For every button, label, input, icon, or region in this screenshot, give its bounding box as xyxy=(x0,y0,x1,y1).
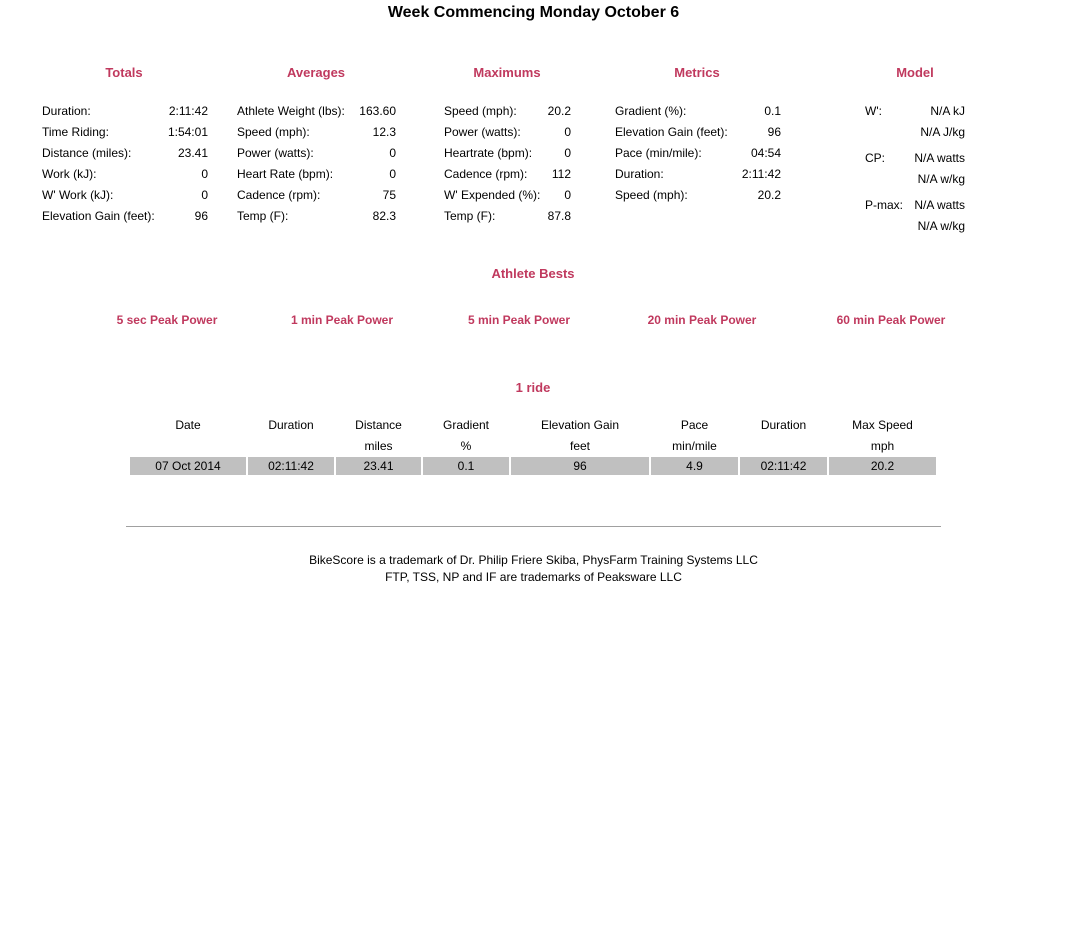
model-pmax-label: P-max: xyxy=(865,198,904,212)
column-header: Pace xyxy=(680,418,709,432)
stat-label: Distance (miles): xyxy=(42,146,132,160)
stat-label: W' Work (kJ): xyxy=(42,188,114,202)
stat-label: Pace (min/mile): xyxy=(615,146,702,160)
stat-value: 12.3 xyxy=(372,125,396,139)
metrics-row xyxy=(615,185,781,206)
maximums-row xyxy=(444,164,571,185)
stat-value: 2:11:42 xyxy=(168,104,208,118)
maximums-row xyxy=(444,101,571,122)
peak-power-1min: 1 min Peak Power xyxy=(290,313,394,327)
column-header: Gradient xyxy=(442,418,490,432)
peak-power-20min: 20 min Peak Power xyxy=(647,313,757,327)
table-header-row xyxy=(130,415,936,436)
column-header: Duration xyxy=(760,418,807,432)
column-unit: % xyxy=(460,439,472,453)
stat-label: Cadence (rpm): xyxy=(444,167,528,181)
totals-list xyxy=(42,101,208,227)
metrics-list xyxy=(615,101,781,206)
stat-label: Cadence (rpm): xyxy=(237,188,321,202)
stat-value: 0 xyxy=(201,188,208,202)
stat-label: Duration: xyxy=(42,104,91,118)
column-unit: miles xyxy=(364,439,393,453)
averages-row xyxy=(237,122,396,143)
averages-row xyxy=(237,164,396,185)
stat-label: Elevation Gain (feet): xyxy=(615,125,728,139)
stat-value: 0.1 xyxy=(764,104,781,118)
ride-date: 07 Oct 2014 xyxy=(130,457,246,475)
stat-label: Athlete Weight (lbs): xyxy=(237,104,345,118)
column-header: Duration xyxy=(268,418,314,432)
stat-value: 82.3 xyxy=(372,209,396,223)
averages-heading: Averages xyxy=(286,65,346,80)
averages-row xyxy=(237,101,396,122)
stat-value: 23.41 xyxy=(177,146,208,160)
stat-label: Heart Rate (bpm): xyxy=(237,167,334,181)
stat-value: 20.2 xyxy=(757,188,781,202)
totals-heading: Totals xyxy=(105,65,143,80)
stat-value: 20.2 xyxy=(547,104,571,118)
stat-label: Time Riding: xyxy=(42,125,109,139)
column-unit xyxy=(740,436,827,457)
column-header: Distance xyxy=(355,418,402,432)
totals-row xyxy=(42,143,208,164)
ride-pace: 4.9 xyxy=(651,457,738,475)
stat-label: Temp (F): xyxy=(444,209,496,223)
totals-row xyxy=(42,185,208,206)
column-unit: mph xyxy=(870,439,895,453)
table-units-row xyxy=(130,436,936,457)
peak-power-60min: 60 min Peak Power xyxy=(836,313,946,327)
stat-value: 87.8 xyxy=(547,209,571,223)
maximums-row xyxy=(444,185,571,206)
stat-value: 112 xyxy=(551,167,571,181)
stat-value: 96 xyxy=(194,209,208,223)
peak-power-5sec: 5 sec Peak Power xyxy=(116,313,218,327)
model-pmax-watts: N/A watts xyxy=(914,198,965,212)
averages-row xyxy=(237,143,396,164)
model-heading: Model xyxy=(896,65,934,80)
stat-value: 0 xyxy=(389,146,396,160)
footer-trademark-peaksware: FTP, TSS, NP and IF are trademarks of Peaksware LLC xyxy=(385,570,682,584)
ride-elevation-gain: 96 xyxy=(511,457,649,475)
metrics-row xyxy=(615,143,781,164)
stat-value: 0 xyxy=(201,167,208,181)
ride-duration: 02:11:42 xyxy=(248,457,334,475)
metrics-row xyxy=(615,122,781,143)
stat-value: 96 xyxy=(767,125,781,139)
model-cp-label: CP: xyxy=(865,151,886,165)
stat-value: 0 xyxy=(564,125,571,139)
ride-distance: 23.41 xyxy=(336,457,421,475)
totals-row xyxy=(42,122,208,143)
totals-row xyxy=(42,206,208,227)
totals-row xyxy=(42,164,208,185)
column-unit: min/mile xyxy=(672,439,717,453)
metrics-row xyxy=(615,101,781,122)
model-w-kj: N/A kJ xyxy=(930,104,965,118)
stat-label: Elevation Gain (feet): xyxy=(42,209,155,223)
ride-gradient: 0.1 xyxy=(423,457,509,475)
rides-heading: 1 ride xyxy=(515,380,551,395)
column-header: Elevation Gain xyxy=(540,418,620,432)
metrics-heading: Metrics xyxy=(674,65,720,80)
footer-trademark-bikescore: BikeScore is a trademark of Dr. Philip Friere Skiba, PhysFarm Training Systems LLC xyxy=(309,553,758,567)
totals-row xyxy=(42,101,208,122)
stat-label: Temp (F): xyxy=(237,209,289,223)
column-unit: feet xyxy=(569,439,590,453)
model-cp-watts: N/A watts xyxy=(914,151,965,165)
column-unit xyxy=(248,436,334,457)
maximums-row xyxy=(444,143,571,164)
ride-duration-2: 02:11:42 xyxy=(740,457,827,475)
stat-label: Power (watts): xyxy=(237,146,314,160)
stat-label: Speed (mph): xyxy=(237,125,310,139)
stat-value: 04:54 xyxy=(750,146,781,160)
column-unit xyxy=(130,436,246,457)
ride-max-speed: 20.2 xyxy=(829,457,936,475)
model-cp-wkg: N/A w/kg xyxy=(917,172,965,186)
column-header: Date xyxy=(175,418,201,432)
stat-label: Work (kJ): xyxy=(42,167,97,181)
stat-value: 0 xyxy=(564,188,571,202)
model-pmax-wkg: N/A w/kg xyxy=(917,219,965,233)
averages-row xyxy=(237,206,396,227)
stat-value: 2:11:42 xyxy=(741,167,781,181)
stat-value: 75 xyxy=(382,188,396,202)
stat-value: 0 xyxy=(564,146,571,160)
column-header: Max Speed xyxy=(852,418,913,432)
model-w-label: W': xyxy=(865,104,882,118)
averages-row xyxy=(237,185,396,206)
stat-label: Power (watts): xyxy=(444,125,521,139)
averages-list xyxy=(237,101,396,227)
metrics-row xyxy=(615,164,781,185)
footer-divider xyxy=(126,526,941,527)
stat-value: 1:54:01 xyxy=(167,125,208,139)
table-row[interactable] xyxy=(130,457,936,475)
model-w-jkg: N/A J/kg xyxy=(920,125,965,139)
stat-label: Gradient (%): xyxy=(615,104,687,118)
stat-label: Heartrate (bpm): xyxy=(444,146,533,160)
peak-power-5min: 5 min Peak Power xyxy=(467,313,571,327)
stat-value: 0 xyxy=(389,167,396,181)
maximums-row xyxy=(444,206,571,227)
page-title: Week Commencing Monday October 6 xyxy=(387,4,680,21)
maximums-list xyxy=(444,101,571,227)
maximums-row xyxy=(444,122,571,143)
rides-table xyxy=(128,415,938,475)
maximums-heading: Maximums xyxy=(473,65,541,80)
stat-value: 163.60 xyxy=(359,104,396,118)
athlete-bests-heading: Athlete Bests xyxy=(491,266,575,281)
stat-label: Duration: xyxy=(615,167,664,181)
stat-label: Speed (mph): xyxy=(615,188,688,202)
stat-label: W' Expended (%): xyxy=(444,188,541,202)
stat-label: Speed (mph): xyxy=(444,104,517,118)
